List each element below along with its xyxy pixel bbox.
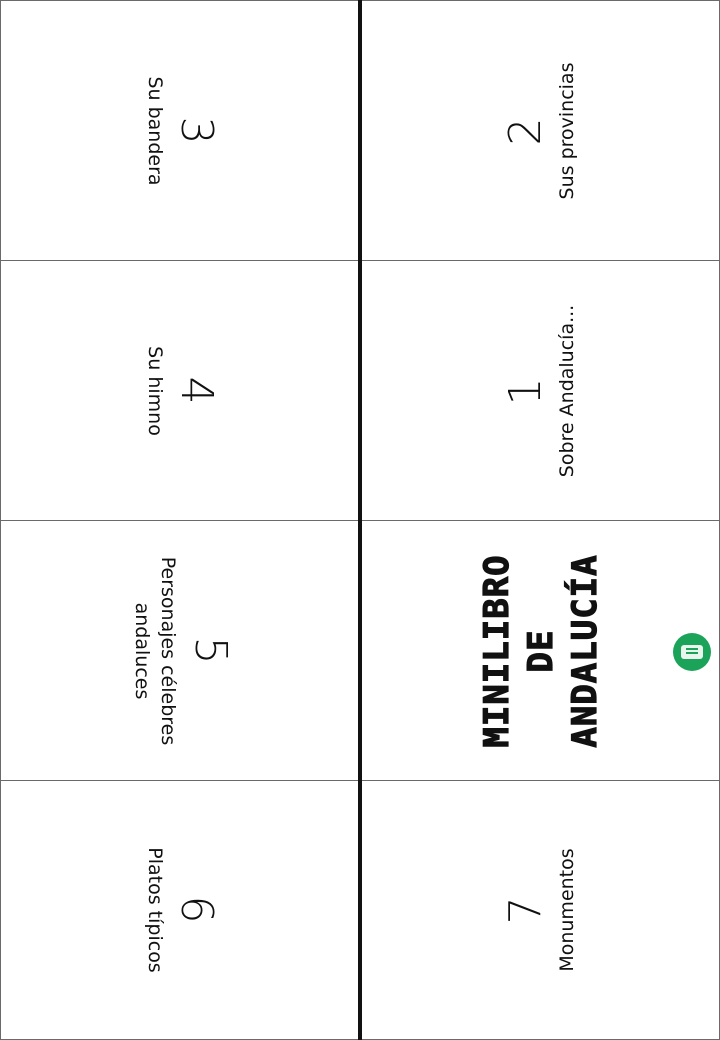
panel-6 [0,780,361,1040]
panel-3 [0,0,361,261]
panel-5-number: 5 [184,636,236,665]
cover-title-line-2: DE [520,629,561,672]
panel-6-content [143,847,222,973]
panel-3-number: 3 [170,116,222,145]
panel-2-content [499,62,579,199]
panel-3-label: Su bandera [143,75,166,186]
cover-title [475,554,607,747]
fold-line [358,0,362,1040]
panel-2-number: 2 [499,116,551,146]
panel-2-label: Sus provincias [555,62,578,199]
panel-7-label: Monumentos [555,848,578,972]
panel-3-content [143,75,222,186]
panel-6-label: Platos típicos [143,847,166,973]
panel-7-number: 7 [499,895,551,925]
book-logo-icon [673,633,711,671]
panel-4 [0,260,361,521]
panel-6-number: 6 [170,895,222,925]
cover-title-line-3: ANDALUCÍA [564,553,605,748]
panel-1 [361,260,720,521]
cover-title-line-1: MINILIBRO [476,553,517,748]
panel-1-label: Sobre Andalucía... [555,304,578,477]
panel-5 [0,520,361,781]
panel-7-content [499,848,579,972]
panel-2 [361,0,720,261]
panel-4-content [143,345,222,436]
panel-4-label: Su himno [143,345,166,436]
cover-panel [361,520,720,781]
panel-4-number: 4 [170,375,222,405]
panel-1-content [499,304,579,477]
panel-5-content [129,546,236,756]
panel-7 [361,780,720,1040]
book-logo-inner [681,645,703,659]
panel-1-number: 1 [499,376,551,406]
panel-5-label: Personajes célebres andaluces [130,556,179,745]
